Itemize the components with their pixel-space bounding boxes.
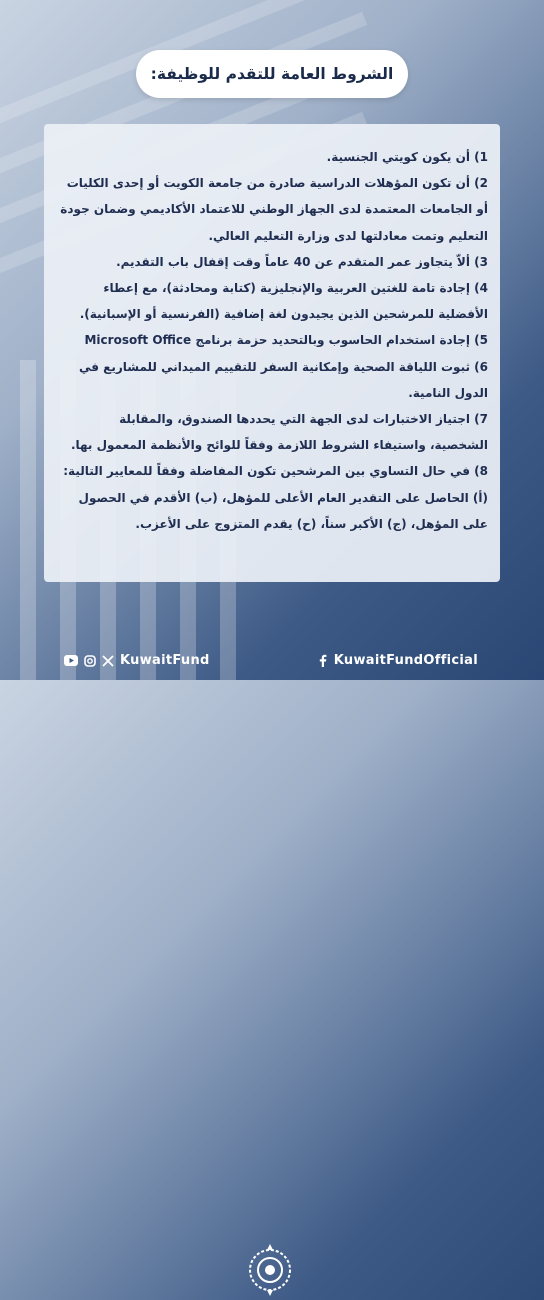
kuwait-fund-logo xyxy=(244,1240,296,1300)
condition-item: 5) إجادة استخدام الحاسوب وبالتحديد حزمة برنامج Microsoft Office xyxy=(84,333,488,348)
footer-social-left xyxy=(64,653,210,668)
x-icon[interactable] xyxy=(102,655,114,667)
footer-handle-right[interactable]: KuwaitFundOfficial xyxy=(333,653,478,668)
condition-item: 1) أن يكون كويتي الجنسية. xyxy=(326,150,488,164)
conditions-list xyxy=(58,144,488,537)
condition-item: 3) ألاّ يتجاوز عمر المتقدم عن 40 عاماً وقت إقفال باب التقديم. xyxy=(116,254,488,269)
facebook-icon[interactable] xyxy=(319,654,327,667)
youtube-icon[interactable] xyxy=(64,655,78,666)
title-banner xyxy=(136,50,408,98)
condition-item: 8) في حال التساوي بين المرشحين تكون المفاضلة وفقاً للمعايير التالية: (أ) الحاصل على التقدير العام الأعلى للمؤهل، (ب) الأقدم في الحصول على المؤهل، (ج) الأكبر سناً، (ح) يقدم المتزوج على الأعزب. xyxy=(63,464,488,531)
condition-item: 7) اجتياز الاختبارات لدى الجهة التي يحددها الصندوق، والمقابلة الشخصية، واستيفاء الشروط اللازمة وفقاً للوائح والأنظمة المعمول بها. xyxy=(70,412,488,453)
footer-handle-left[interactable]: KuwaitFund xyxy=(120,653,210,668)
page-title: الشروط العامة للتقدم للوظيفة: xyxy=(150,65,394,83)
condition-item: 4) إجادة تامة للغتين العربية والإنجليزية (كتابة ومحادثة)، مع إعطاء الأفضلية للمرشحين الذين يجيدون لغة إضافية (الفرنسية أو الإسبانية). xyxy=(79,281,488,322)
footer xyxy=(0,628,544,680)
conditions-card xyxy=(44,124,500,582)
condition-item: 2) أن تكون المؤهلات الدراسية صادرة من جامعة الكويت أو إحدى الكليات أو الجامعات المعتمدة لدى الجهاز الوطني للاعتماد الأكاديمي وضمان جودة التعليم وتمت معادلتها لدى وزارة التعليم العالي. xyxy=(60,176,488,243)
condition-item: 6) ثبوت اللياقة الصحية وإمكانية السفر للتقييم الميداني للمشاريع في الدول النامية. xyxy=(78,359,488,400)
instagram-icon[interactable] xyxy=(84,655,96,667)
footer-social-right xyxy=(319,653,478,668)
